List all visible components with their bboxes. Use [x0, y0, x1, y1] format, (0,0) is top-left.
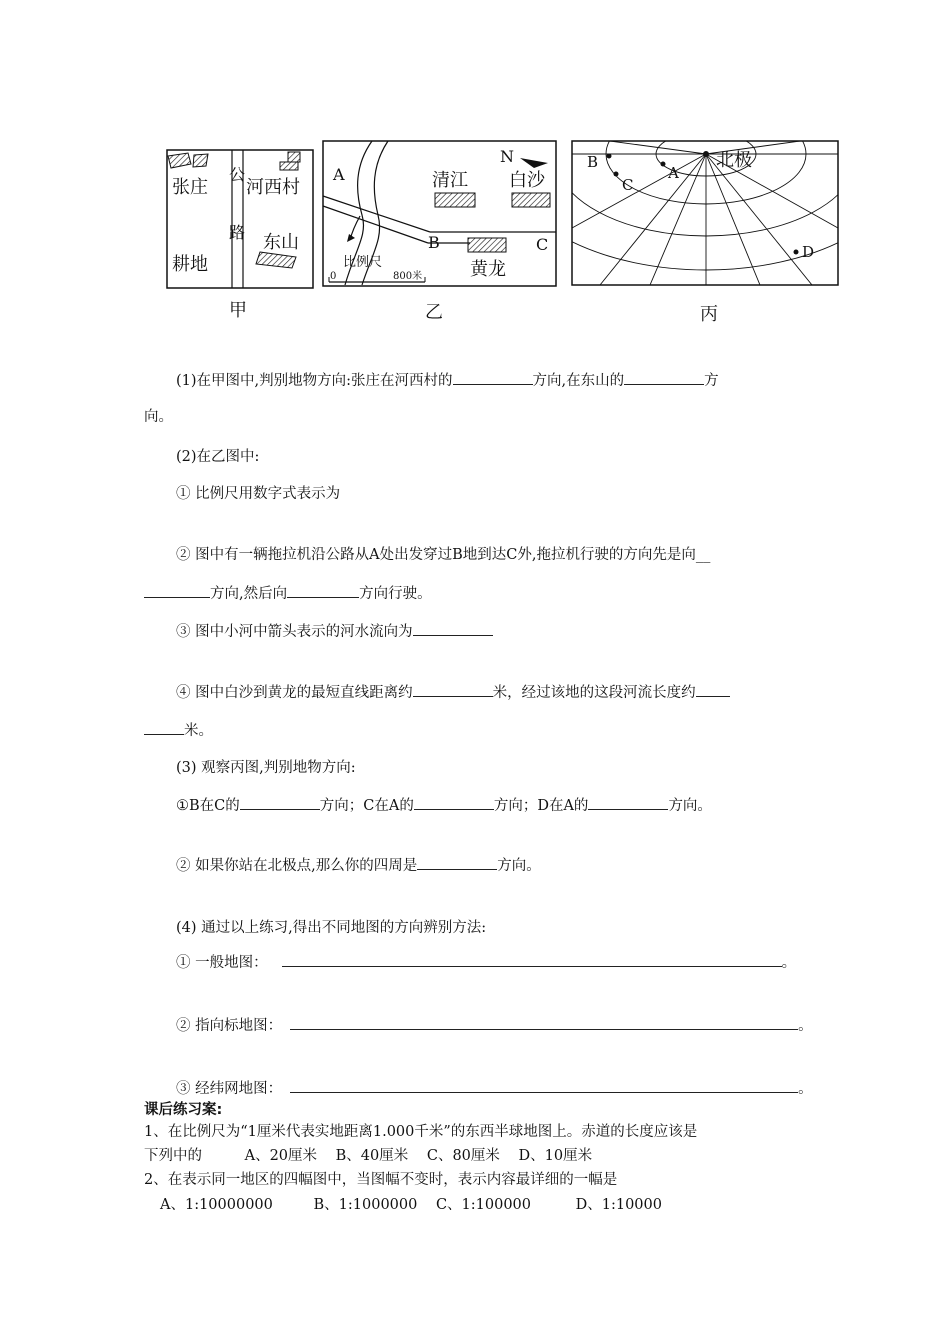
label-hexicun: 河西村 — [246, 177, 300, 198]
label-n: N — [500, 147, 514, 166]
label-d: D — [802, 243, 815, 261]
homework-1-option-c[interactable]: C、80厘米 — [426, 1148, 500, 1164]
q3-1-blank-3[interactable] — [588, 795, 668, 810]
homework-2-line1: 2、在表示同一地区的四幅图中，当图幅不变时，表示内容最详细的一幅是 — [144, 1172, 618, 1188]
q2-2-text-mid2: 方向行驶。 — [359, 586, 432, 602]
q1-line2: 向。 — [144, 409, 173, 425]
homework-1-line1: 1、在比例尺为“1厘米代表实地距离1.000千米”的东西半球地图上。赤道的长度应该是 — [144, 1124, 698, 1140]
dongshan-building-icon — [256, 252, 296, 268]
label-b: B — [587, 153, 599, 171]
label-gong: 公 — [229, 165, 246, 184]
zhangzhuang-building-icon — [168, 153, 208, 168]
homework-2-option-a[interactable]: A、1:10000000 — [160, 1197, 273, 1213]
q2-4-text-end: 米。 — [184, 723, 213, 739]
label-c: C — [622, 176, 634, 194]
qingjiang-area — [435, 193, 475, 207]
q4-title: (4) 通过以上练习,得出不同地图的方向辨别方法: — [176, 920, 487, 936]
label-zhangzhuang: 张庄 — [172, 177, 208, 198]
q4-1-blank[interactable] — [282, 952, 782, 967]
homework-1-option-b[interactable]: B、40厘米 — [335, 1148, 409, 1164]
scale-title: 比例尺 — [343, 255, 383, 270]
homework-2-option-c[interactable]: C、1:100000 — [435, 1197, 532, 1213]
homework-1-prefix: 下列中的 — [144, 1148, 202, 1164]
q1-text-end: 方 — [704, 373, 719, 389]
q4-3-text: ③ 经纬网地图： — [176, 1081, 283, 1097]
river-flow-arrow-icon — [347, 216, 360, 242]
q2-4-blank-2[interactable] — [696, 682, 730, 697]
map-bing — [501, 38, 911, 325]
q2-3-text: ③ 图中小河中箭头表示的河水流向为 — [176, 624, 413, 640]
homework-2-option-d[interactable]: D、1:10000 — [575, 1197, 662, 1213]
label-a: A — [333, 165, 345, 184]
q3-2-text-b: 方向。 — [497, 858, 541, 874]
caption-bing: 丙 — [700, 304, 718, 325]
map-yi — [323, 141, 556, 323]
q4-2-text: ② 指向标地图： — [176, 1018, 283, 1034]
q3-2-text-a: ② 如果你站在北极点,那么你的四周是 — [176, 858, 418, 874]
q3-1-text-c: 方向；D在A的 — [493, 798, 589, 814]
q2-title: (2)在乙图中: — [176, 449, 260, 465]
homework-1-options — [144, 1146, 592, 1166]
label-a: A — [668, 164, 679, 182]
q2-4-blank-1[interactable] — [413, 682, 493, 697]
q1-blank-2[interactable] — [624, 370, 704, 385]
q3-title: (3) 观察丙图,判别地物方向: — [176, 760, 356, 776]
caption-jia: 甲 — [229, 300, 247, 321]
maps-figure — [0, 0, 950, 340]
q2-2-blank-1[interactable] — [144, 583, 210, 598]
q4-1-text: ① 一般地图： — [176, 955, 268, 971]
q2-2-line1: ② 图中有一辆拖拉机沿公路从A处出发穿过B地到达C外,拖拉机行驶的方向先是向__ — [176, 547, 711, 563]
q3-2-blank[interactable] — [417, 855, 497, 870]
label-baisha: 白沙 — [509, 170, 545, 191]
label-b: B — [428, 233, 440, 252]
q4-3-period: 。 — [798, 1081, 813, 1097]
label-dongshan: 东山 — [263, 232, 299, 253]
q3-1-blank-1[interactable] — [240, 795, 320, 810]
label-qingjiang: 清江 — [432, 170, 468, 191]
homework-1-option-a[interactable]: A、20厘米 — [244, 1148, 318, 1164]
caption-yi: 乙 — [425, 302, 443, 323]
map-jia — [167, 150, 313, 321]
hexicun-building-icon — [280, 152, 300, 170]
q3-1-text-d: 方向。 — [668, 798, 712, 814]
homework-title: 课后练习案: — [144, 1102, 223, 1118]
label-huanglong: 黄龙 — [470, 259, 506, 280]
label-lu: 路 — [229, 223, 246, 242]
label-c: C — [536, 235, 549, 254]
q4-2-period: 。 — [798, 1018, 813, 1034]
baisha-area — [512, 193, 550, 207]
q2-1: ① 比例尺用数字式表示为 — [176, 486, 341, 502]
q3-1-blank-2[interactable] — [414, 795, 494, 810]
q2-4-text: ④ 图中白沙到黄龙的最短直线距离约 — [176, 685, 413, 701]
q2-2-text-mid1: 方向,然后向 — [210, 586, 288, 602]
q2-3-blank[interactable] — [413, 621, 493, 636]
homework-1-option-d[interactable]: D、10厘米 — [518, 1148, 593, 1164]
q3-1-text-b: 方向；C在A的 — [319, 798, 414, 814]
q4-2-blank[interactable] — [290, 1015, 798, 1030]
homework-2-options — [160, 1195, 662, 1215]
q1-text: (1)在甲图中,判别地物方向:张庄在河西村的 — [176, 373, 453, 389]
scale-value: 800米 — [393, 271, 423, 282]
q4-3-blank[interactable] — [290, 1078, 798, 1093]
label-pole: 北极 — [716, 150, 752, 171]
scale-bar — [329, 255, 425, 282]
q1-text-mid: 方向,在东山的 — [532, 373, 625, 389]
q2-4-blank-3[interactable] — [144, 720, 184, 735]
q1-blank-1[interactable] — [453, 370, 533, 385]
label-gengdi: 耕地 — [172, 254, 208, 275]
q3-1-text-a: ①B在C的 — [176, 798, 240, 814]
q2-4-text-mid: 米，经过该地的这段河流长度约 — [492, 685, 696, 701]
homework-2-option-b[interactable]: B、1:1000000 — [313, 1197, 418, 1213]
huanglong-area — [468, 238, 506, 252]
q4-1-period: 。 — [781, 955, 797, 971]
q2-2-blank-2[interactable] — [287, 583, 359, 598]
north-arrow-icon — [520, 158, 548, 168]
scale-zero: 0 — [330, 271, 337, 282]
